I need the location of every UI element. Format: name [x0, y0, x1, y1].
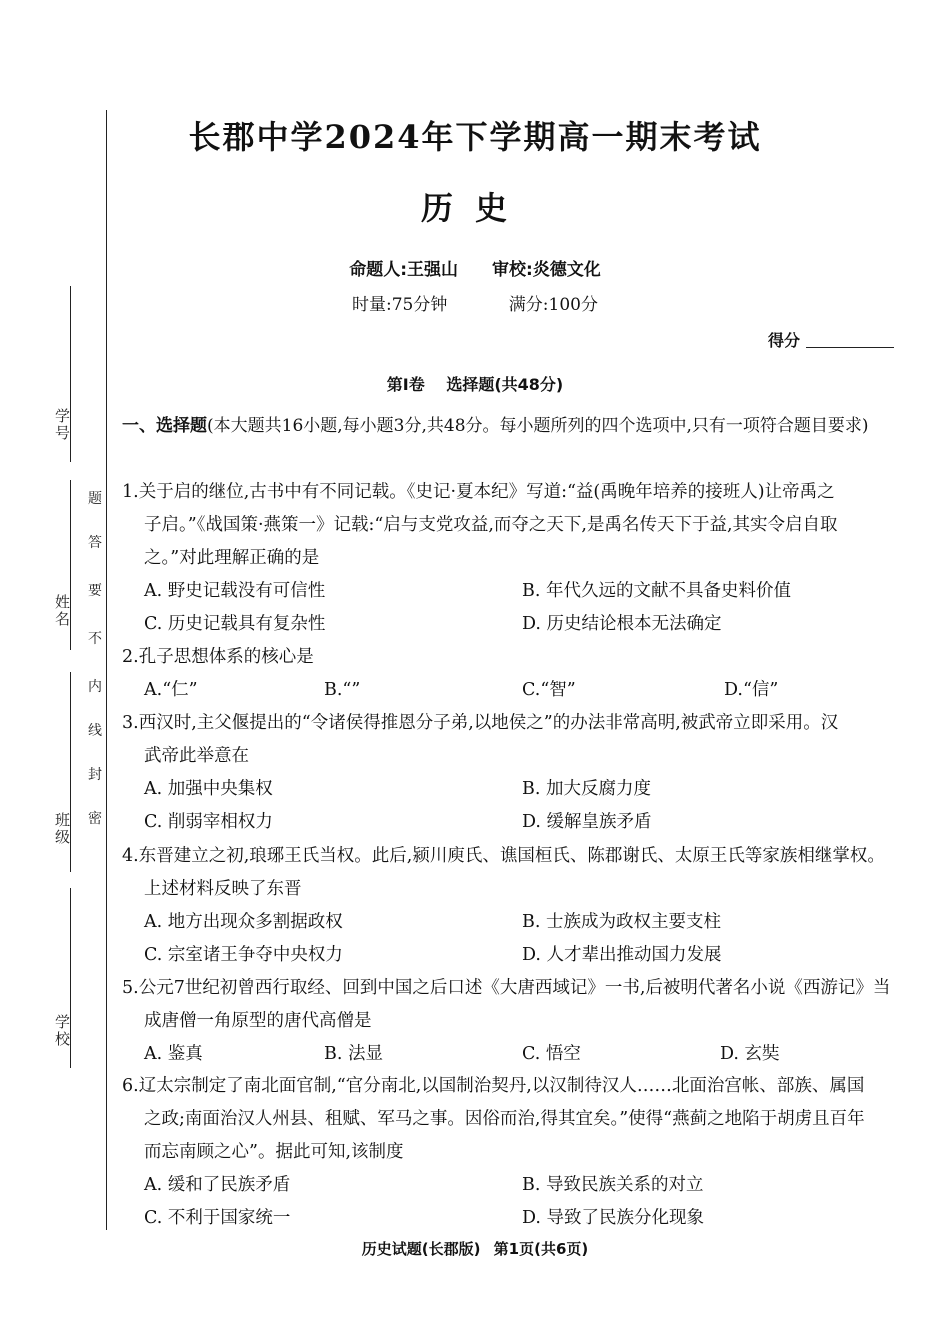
- student-name-line: [70, 480, 71, 650]
- option-c: C. 不利于国家统一: [144, 1208, 291, 1228]
- option-d: D. 缓解皇族矛盾: [522, 812, 652, 832]
- reviewer: 审校:炎德文化: [491, 260, 601, 280]
- option-b: B. 法显: [324, 1044, 383, 1064]
- section-heading: [122, 410, 897, 443]
- option-c: C.“智”: [522, 680, 576, 700]
- volume-name: 第Ⅰ卷: [386, 375, 425, 394]
- question-2: [122, 641, 902, 707]
- option-a: A. 加强中央集权: [144, 779, 273, 799]
- question-stem-line: 5.公元7世纪初曾西行取经、回到中国之后口述《大唐西域记》一书,后被明代著名小说《西游记》当: [122, 978, 891, 998]
- question-1: [122, 476, 902, 641]
- question-stem-line: 4.东晋建立之初,琅琊王氏当权。此后,颍川庾氏、谯国桓氏、陈郡谢氏、太原王氏等家族相继掌权。: [122, 846, 885, 866]
- option-b: B. 年代久远的文献不具备史料价值: [522, 581, 791, 601]
- volume-title: 选择题(共48分): [446, 375, 564, 394]
- subject-title: 历史: [420, 189, 529, 227]
- question-stem-line: 成唐僧一角原型的唐代高僧是: [144, 1011, 372, 1031]
- question-stem-line: 1.关于启的继位,古书中有不同记载。《史记·夏本纪》写道:“益(禹晚年培养的接班人)让帝禹之: [122, 482, 835, 502]
- exam-timing: [0, 290, 950, 315]
- option-a: A. 野史记载没有可信性: [144, 581, 326, 601]
- option-a: A. 地方出现众多割据政权: [144, 912, 343, 932]
- question-stem-line: 6.辽太宗制定了南北面官制,“官分南北,以国制治契丹,以汉制待汉人……北面治宫帐、部族、属国: [122, 1076, 865, 1096]
- page-footer: [0, 1238, 950, 1259]
- volume-heading: [0, 372, 950, 395]
- option-c: C. 历史记载具有复杂性: [144, 614, 326, 634]
- seal-char: 答: [88, 535, 102, 551]
- question-stem-line: 3.西汉时,主父偃提出的“令诸侯得推恩分子弟,以地侯之”的办法非常高明,被武帝立即采用。汉: [122, 713, 839, 733]
- question-stem-line: 而忘南顾之心”。据此可知,该制度: [144, 1142, 404, 1162]
- seal-char: 不: [88, 631, 102, 647]
- option-b: B. 加大反腐力度: [522, 779, 651, 799]
- option-d: D. 人才辈出推动国力发展: [522, 945, 722, 965]
- question-stem-line: 武帝此举意在: [144, 746, 249, 766]
- seal-char: 密: [88, 811, 102, 827]
- seal-char: 线: [88, 723, 102, 739]
- question-6: [122, 1070, 902, 1235]
- option-b: B. 士族成为政权主要支柱: [522, 912, 721, 932]
- score-label: 得分: [768, 331, 801, 350]
- option-b: B.“”: [324, 680, 361, 700]
- footer-book: 历史试题(长郡版): [361, 1240, 481, 1258]
- option-c: C. 宗室诸王争夺中央权力: [144, 945, 343, 965]
- seal-char: 要: [88, 583, 102, 599]
- question-stem-line: 上述材料反映了东晋: [144, 879, 302, 899]
- footer-page: 第1页(共6页): [493, 1240, 589, 1258]
- authors: [0, 255, 950, 280]
- question-3: [122, 707, 902, 839]
- question-stem-line: 之。”对此理解正确的是: [144, 548, 320, 568]
- question-stem-line: 2.孔子思想体系的核心是: [122, 647, 314, 667]
- score-blank: [806, 347, 894, 348]
- option-c: C. 削弱宰相权力: [144, 812, 273, 832]
- option-a: A. 缓和了民族矛盾: [144, 1175, 291, 1195]
- option-d: D. 历史结论根本无法确定: [522, 614, 722, 634]
- seal-char: 内: [88, 679, 102, 695]
- full-score: 满分:100分: [508, 295, 598, 315]
- time-limit: 时量:75分钟: [352, 295, 448, 315]
- seal-char: 题: [88, 491, 102, 507]
- option-a: A.“仁”: [144, 680, 198, 700]
- exam-title: 长郡中学2024年下学期高一期末考试: [188, 118, 762, 156]
- option-a: A. 鉴真: [144, 1044, 203, 1064]
- seal-char: 封: [88, 767, 102, 783]
- class-line: [70, 672, 71, 872]
- school-label: 学校: [53, 1014, 71, 1048]
- student-id-label: 学号: [53, 408, 71, 442]
- class-label: 班级: [53, 812, 71, 846]
- question-stem-line: 子启。”《战国策·燕策一》记载:“启与支党攻益,而夺之天下,是禹名传天下于益,其实令启自取: [144, 515, 838, 535]
- question-5: [122, 972, 902, 1071]
- option-c: C. 悟空: [522, 1044, 581, 1064]
- option-b: B. 导致民族关系的对立: [522, 1175, 704, 1195]
- student-name-label: 姓名: [53, 594, 71, 628]
- option-d: D.“信”: [724, 680, 779, 700]
- option-d: D. 玄奘: [720, 1044, 780, 1064]
- section-title: 一、选择题: [122, 416, 207, 436]
- author: 命题人:王强山: [349, 260, 459, 280]
- question-4: [122, 840, 902, 972]
- option-d: D. 导致了民族分化现象: [522, 1208, 705, 1228]
- section-instructions: (本大题共16小题,每小题3分,共48分。每小题所列的四个选项中,只有一项符合题目要求): [207, 416, 869, 436]
- question-stem-line: 之政;南面治汉人州县、租赋、军马之事。因俗而治,得其宜矣。”使得“燕蓟之地陷于胡虏且百年: [144, 1109, 865, 1129]
- school-line: [70, 888, 71, 1068]
